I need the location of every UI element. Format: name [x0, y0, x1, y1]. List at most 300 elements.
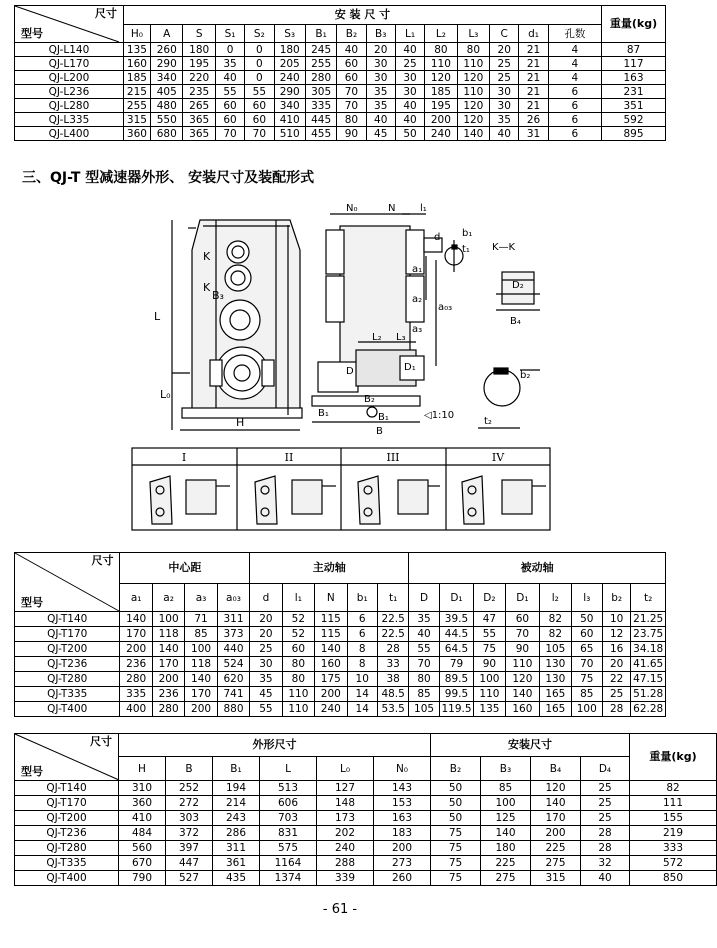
table-row — [15, 856, 717, 871]
table-cell: 143 — [374, 781, 431, 796]
table-cell: 120 — [505, 672, 539, 687]
table-cell: 365 — [183, 127, 215, 141]
table-cell: 180 — [274, 43, 305, 57]
table-cell: 26 — [519, 113, 548, 127]
table-cell: 105 — [409, 702, 439, 717]
table-cell: 110 — [457, 85, 489, 99]
table-cell: 185 — [425, 85, 457, 99]
column-header: C — [490, 25, 519, 43]
table-cell: 16 — [602, 642, 630, 657]
table-cell: 315 — [123, 113, 150, 127]
table-row — [15, 127, 666, 141]
svg-text:B₄: B₄ — [510, 316, 521, 327]
svg-text:t₁: t₁ — [462, 244, 470, 255]
column-header: D₁ — [439, 584, 473, 612]
table-cell: 480 — [151, 99, 183, 113]
table-cell: 670 — [119, 856, 166, 871]
table-cell: 110 — [474, 687, 505, 702]
table-cell: 205 — [274, 57, 305, 71]
svg-text:D: D — [346, 366, 354, 377]
table-cell: 51.28 — [631, 687, 666, 702]
table-cell: 200 — [185, 702, 217, 717]
table-cell: 100 — [571, 702, 602, 717]
table-cell: 311 — [217, 612, 249, 627]
table-cell: 6 — [548, 127, 601, 141]
table-cell: 524 — [217, 657, 249, 672]
column-header: L — [260, 757, 317, 781]
section-title: 三、QJ-T 型减速器外形、 安装尺寸及装配形式 — [22, 170, 315, 186]
column-header: D₂ — [474, 584, 505, 612]
corner-label-size: 尺寸 — [94, 7, 117, 20]
column-header: B₄ — [531, 757, 581, 781]
table-cell: 80 — [282, 657, 314, 672]
table-cell: 4 — [548, 57, 601, 71]
table-cell: 272 — [166, 796, 213, 811]
table-cell: 280 — [120, 672, 152, 687]
table-cell: 170 — [120, 627, 152, 642]
column-header: l₂ — [540, 584, 571, 612]
table-cell: 236 — [152, 687, 184, 702]
table-cell: 340 — [274, 99, 305, 113]
column-header: d — [250, 584, 282, 612]
svg-text:B₃: B₃ — [212, 289, 224, 302]
table-cell: 6 — [347, 627, 377, 642]
table-cell: 202 — [317, 826, 374, 841]
group-header-installation: 安 装 尺 寸 — [123, 6, 601, 25]
table-cell: 110 — [457, 57, 489, 71]
table-cell: 170 — [531, 811, 581, 826]
table-cell: 290 — [151, 57, 183, 71]
table-cell: 25 — [602, 687, 630, 702]
table-cell: 110 — [282, 687, 314, 702]
table-cell: 243 — [213, 811, 260, 826]
table-cell: 140 — [505, 687, 539, 702]
table-cell: 130 — [540, 657, 571, 672]
table-cell: 85 — [185, 627, 217, 642]
table-cell: 135 — [474, 702, 505, 717]
column-header: S₂ — [245, 25, 274, 43]
table-cell: 48.5 — [377, 687, 408, 702]
table-cell: 236 — [120, 657, 152, 672]
model-cell: QJ-L170 — [15, 57, 124, 71]
table-cell: 335 — [120, 687, 152, 702]
table-cell: 790 — [119, 871, 166, 886]
table-cell: 85 — [481, 781, 531, 796]
group-header-input-shaft: 主动轴 — [250, 553, 409, 584]
table-cell: 6 — [548, 99, 601, 113]
table-cell: 28 — [602, 702, 630, 717]
column-header: a₃ — [185, 584, 217, 612]
svg-text:K: K — [203, 250, 211, 263]
table-cell: 50 — [571, 612, 602, 627]
table-cell: 275 — [531, 856, 581, 871]
table-row — [15, 657, 666, 672]
table-cell: 527 — [166, 871, 213, 886]
table-cell: 290 — [274, 85, 305, 99]
table-cell: 220 — [183, 71, 215, 85]
table-cell: 260 — [374, 871, 431, 886]
table-cell: 240 — [315, 702, 347, 717]
page-number: - 61 - — [322, 902, 358, 917]
table-cell: 30 — [490, 85, 519, 99]
table-cell: 50 — [431, 781, 481, 796]
table-cell: 82 — [630, 781, 717, 796]
table-cell: 41.65 — [631, 657, 666, 672]
table-cell: 130 — [540, 672, 571, 687]
table-cell: 140 — [185, 672, 217, 687]
table-cell: 22.5 — [377, 627, 408, 642]
table-cell: 153 — [374, 796, 431, 811]
table-cell: 120 — [531, 781, 581, 796]
table-row — [15, 85, 666, 99]
side-view — [312, 214, 442, 422]
table-cell: 163 — [602, 71, 666, 85]
table-cell: 20 — [250, 612, 282, 627]
table-cell: 110 — [425, 57, 457, 71]
model-cell: QJ-T236 — [15, 826, 119, 841]
table-cell: 185 — [123, 71, 150, 85]
table-cell: 75 — [431, 871, 481, 886]
table-cell: 140 — [152, 642, 184, 657]
table-cell: 245 — [305, 43, 336, 57]
table-cell: 60 — [245, 113, 274, 127]
table-row — [15, 687, 666, 702]
table-cell: 40 — [395, 99, 424, 113]
column-header: L₃ — [457, 25, 489, 43]
corner-label-model: 型号 — [21, 27, 43, 40]
table-cell: 120 — [457, 71, 489, 85]
table-cell: 80 — [282, 672, 314, 687]
svg-text:II: II — [284, 451, 294, 464]
svg-text:b₂: b₂ — [520, 370, 531, 381]
column-header: S — [183, 25, 215, 43]
svg-text:t₂: t₂ — [484, 416, 492, 427]
table-cell: 60 — [282, 642, 314, 657]
table-cell: 82 — [540, 612, 571, 627]
table-cell: 75 — [431, 826, 481, 841]
svg-text:L₃: L₃ — [396, 332, 406, 343]
table-cell: 35 — [490, 113, 519, 127]
model-cell: QJ-T200 — [15, 811, 119, 826]
svg-text:l₁: l₁ — [420, 203, 427, 214]
table-cell: 30 — [395, 71, 424, 85]
table-cell: 200 — [374, 841, 431, 856]
table-cell: 90 — [337, 127, 366, 141]
table-cell: 25 — [395, 57, 424, 71]
table-cell: 30 — [490, 99, 519, 113]
table-cell: 440 — [217, 642, 249, 657]
table-cell: 140 — [481, 826, 531, 841]
table-cell: 333 — [630, 841, 717, 856]
svg-text:◁1:10: ◁1:10 — [424, 410, 455, 421]
table-cell: 40 — [395, 113, 424, 127]
table-cell: 219 — [630, 826, 717, 841]
table-row — [15, 796, 717, 811]
group-header-output-shaft: 被动轴 — [409, 553, 666, 584]
svg-text:b₁: b₁ — [462, 228, 473, 239]
table-cell: 303 — [166, 811, 213, 826]
table-cell: 50 — [431, 811, 481, 826]
table-cell: 288 — [317, 856, 374, 871]
table-cell: 25 — [581, 796, 630, 811]
table-cell: 89.5 — [439, 672, 473, 687]
svg-text:a₃: a₃ — [412, 324, 423, 335]
svg-text:IV: IV — [491, 451, 505, 464]
table-cell: 75 — [474, 642, 505, 657]
table-cell: 25 — [250, 642, 282, 657]
table-cell: 60 — [571, 627, 602, 642]
column-header: a₀₃ — [217, 584, 249, 612]
svg-text:L₀: L₀ — [160, 388, 171, 401]
table-cell: 82 — [540, 627, 571, 642]
table-cell: 35 — [215, 57, 244, 71]
table-cell: 173 — [317, 811, 374, 826]
table-cell: 30 — [366, 57, 395, 71]
table-cell: 550 — [151, 113, 183, 127]
shaft-dimensions-table — [14, 552, 666, 717]
table-cell: 165 — [540, 702, 571, 717]
table-cell: 335 — [305, 99, 336, 113]
table-cell: 100 — [481, 796, 531, 811]
table-cell: 455 — [305, 127, 336, 141]
table-cell: 39.5 — [439, 612, 473, 627]
model-cell: QJ-T200 — [15, 642, 120, 657]
table-cell: 560 — [119, 841, 166, 856]
table-cell: 35 — [409, 612, 439, 627]
table-cell: 35 — [366, 85, 395, 99]
table-cell: 35 — [250, 672, 282, 687]
table-cell: 60 — [215, 113, 244, 127]
table1-corner-cell — [15, 6, 124, 43]
column-header: B₃ — [481, 757, 531, 781]
table-cell: 25 — [581, 811, 630, 826]
table-cell: 200 — [425, 113, 457, 127]
table-cell: 55 — [245, 85, 274, 99]
table-cell: 275 — [481, 871, 531, 886]
table-cell: 80 — [457, 43, 489, 57]
table-cell: 195 — [183, 57, 215, 71]
table-cell: 118 — [152, 627, 184, 642]
table-cell: 0 — [245, 57, 274, 71]
model-cell: QJ-L335 — [15, 113, 124, 127]
table-cell: 20 — [602, 657, 630, 672]
model-cell: QJ-T335 — [15, 687, 120, 702]
table-cell: 30 — [366, 71, 395, 85]
table-cell: 25 — [490, 71, 519, 85]
table-cell: 120 — [457, 113, 489, 127]
table-cell: 40 — [409, 627, 439, 642]
table-cell: 225 — [531, 841, 581, 856]
table-cell: 4 — [548, 43, 601, 57]
table-cell: 35 — [366, 99, 395, 113]
column-header: S₁ — [215, 25, 244, 43]
table-cell: 140 — [315, 642, 347, 657]
table-cell: 225 — [481, 856, 531, 871]
table-cell: 1164 — [260, 856, 317, 871]
table-cell: 40 — [395, 43, 424, 57]
table-cell: 62.28 — [631, 702, 666, 717]
svg-text:a₂: a₂ — [412, 294, 423, 305]
table-row — [15, 672, 666, 687]
table-cell: 80 — [425, 43, 457, 57]
table-cell: 360 — [119, 796, 166, 811]
column-header: H — [119, 757, 166, 781]
table-cell: 32 — [581, 856, 630, 871]
table-cell: 365 — [183, 113, 215, 127]
model-cell: QJ-L140 — [15, 43, 124, 57]
table-cell: 850 — [630, 871, 717, 886]
column-header: b₁ — [347, 584, 377, 612]
table-cell: 21 — [519, 85, 548, 99]
table-cell: 70 — [245, 127, 274, 141]
qj-t-reducer-drawing — [0, 190, 680, 540]
table-cell: 40 — [215, 71, 244, 85]
table-cell: 60 — [215, 99, 244, 113]
table-cell: 70 — [337, 99, 366, 113]
table-cell: 6 — [548, 113, 601, 127]
l-series-installation-table — [14, 5, 666, 141]
table-cell: 592 — [602, 113, 666, 127]
table-cell: 575 — [260, 841, 317, 856]
model-cell: QJ-T170 — [15, 796, 119, 811]
table-cell: 410 — [119, 811, 166, 826]
table-cell: 28 — [581, 826, 630, 841]
table-cell: 33 — [377, 657, 408, 672]
column-header: L₀ — [317, 757, 374, 781]
column-header: B₁ — [213, 757, 260, 781]
svg-text:B₁: B₁ — [378, 412, 389, 423]
weight-header: 重量(kg) — [630, 734, 717, 781]
group-header-center-distance: 中心距 — [120, 553, 250, 584]
table-cell: 1374 — [260, 871, 317, 886]
svg-text:N₀: N₀ — [346, 203, 358, 214]
svg-text:H: H — [236, 416, 245, 429]
table-cell: 75 — [571, 672, 602, 687]
column-header: B₂ — [431, 757, 481, 781]
column-header: D — [409, 584, 439, 612]
table-cell: 47.15 — [631, 672, 666, 687]
column-header: D₄ — [581, 757, 630, 781]
table-cell: 0 — [245, 71, 274, 85]
column-header: t₂ — [631, 584, 666, 612]
assembly-forms — [132, 448, 550, 530]
table-cell: 87 — [602, 43, 666, 57]
weight-header: 重量(kg) — [602, 6, 666, 43]
table-cell: 360 — [123, 127, 150, 141]
corner-label-size: 尺寸 — [91, 554, 114, 567]
model-cell: QJ-T280 — [15, 672, 120, 687]
svg-text:L: L — [154, 310, 161, 323]
table-cell: 22 — [602, 672, 630, 687]
front-view — [172, 220, 302, 430]
column-header: N₀ — [374, 757, 431, 781]
table-cell: 311 — [213, 841, 260, 856]
model-cell: QJ-L400 — [15, 127, 124, 141]
table-cell: 70 — [505, 627, 539, 642]
table-cell: 255 — [123, 99, 150, 113]
column-header: H₀ — [123, 25, 150, 43]
model-cell: QJ-T140 — [15, 781, 119, 796]
table-cell: 305 — [305, 85, 336, 99]
table-cell: 339 — [317, 871, 374, 886]
column-header: D₁ — [505, 584, 539, 612]
table-cell: 118 — [185, 657, 217, 672]
table-cell: 127 — [317, 781, 374, 796]
table2-corner-cell — [15, 553, 120, 612]
table-cell: 71 — [185, 612, 217, 627]
table-cell: 200 — [531, 826, 581, 841]
table-cell: 310 — [119, 781, 166, 796]
column-header: L₂ — [425, 25, 457, 43]
table-cell: 100 — [474, 672, 505, 687]
table-cell: 6 — [347, 612, 377, 627]
table-cell: 85 — [409, 687, 439, 702]
table-cell: 119.5 — [439, 702, 473, 717]
table-cell: 70 — [215, 127, 244, 141]
model-cell: QJ-T400 — [15, 871, 119, 886]
table-cell: 40 — [581, 871, 630, 886]
svg-text:a₀₃: a₀₃ — [438, 302, 453, 313]
table-cell: 163 — [374, 811, 431, 826]
table-cell: 50 — [395, 127, 424, 141]
model-cell: QJ-T170 — [15, 627, 120, 642]
table-cell: 10 — [347, 672, 377, 687]
model-cell: QJ-T140 — [15, 612, 120, 627]
table-cell: 373 — [217, 627, 249, 642]
table-row — [15, 781, 717, 796]
table-cell: 55 — [409, 642, 439, 657]
table-cell: 115 — [315, 612, 347, 627]
table-cell: 6 — [548, 85, 601, 99]
table-cell: 40 — [490, 127, 519, 141]
model-cell: QJ-L280 — [15, 99, 124, 113]
table-cell: 435 — [213, 871, 260, 886]
table-cell: 70 — [571, 657, 602, 672]
table-cell: 4 — [548, 71, 601, 85]
column-header: S₃ — [274, 25, 305, 43]
table-cell: 155 — [630, 811, 717, 826]
corner-label-size: 尺寸 — [90, 735, 112, 748]
table-cell: 140 — [457, 127, 489, 141]
table-cell: 111 — [630, 796, 717, 811]
column-header: a₁ — [120, 584, 152, 612]
model-cell: QJ-T280 — [15, 841, 119, 856]
table-cell: 30 — [250, 657, 282, 672]
table-cell: 315 — [531, 871, 581, 886]
table-cell: 240 — [274, 71, 305, 85]
table-cell: 125 — [481, 811, 531, 826]
column-header: a₂ — [152, 584, 184, 612]
model-cell: QJ-L236 — [15, 85, 124, 99]
table-cell: 12 — [602, 627, 630, 642]
table-cell: 105 — [540, 642, 571, 657]
table-cell: 286 — [213, 826, 260, 841]
table-cell: 52 — [282, 627, 314, 642]
table-cell: 351 — [602, 99, 666, 113]
table-cell: 120 — [457, 99, 489, 113]
svg-text:a₁: a₁ — [412, 264, 423, 275]
table-row — [15, 871, 717, 886]
table-cell: 160 — [123, 57, 150, 71]
table-cell: 55 — [250, 702, 282, 717]
table-cell: 38 — [377, 672, 408, 687]
table-cell: 60 — [245, 99, 274, 113]
table-cell: 135 — [123, 43, 150, 57]
model-cell: QJ-T236 — [15, 657, 120, 672]
table-cell: 273 — [374, 856, 431, 871]
table-cell: 44.5 — [439, 627, 473, 642]
column-header: l₁ — [282, 584, 314, 612]
